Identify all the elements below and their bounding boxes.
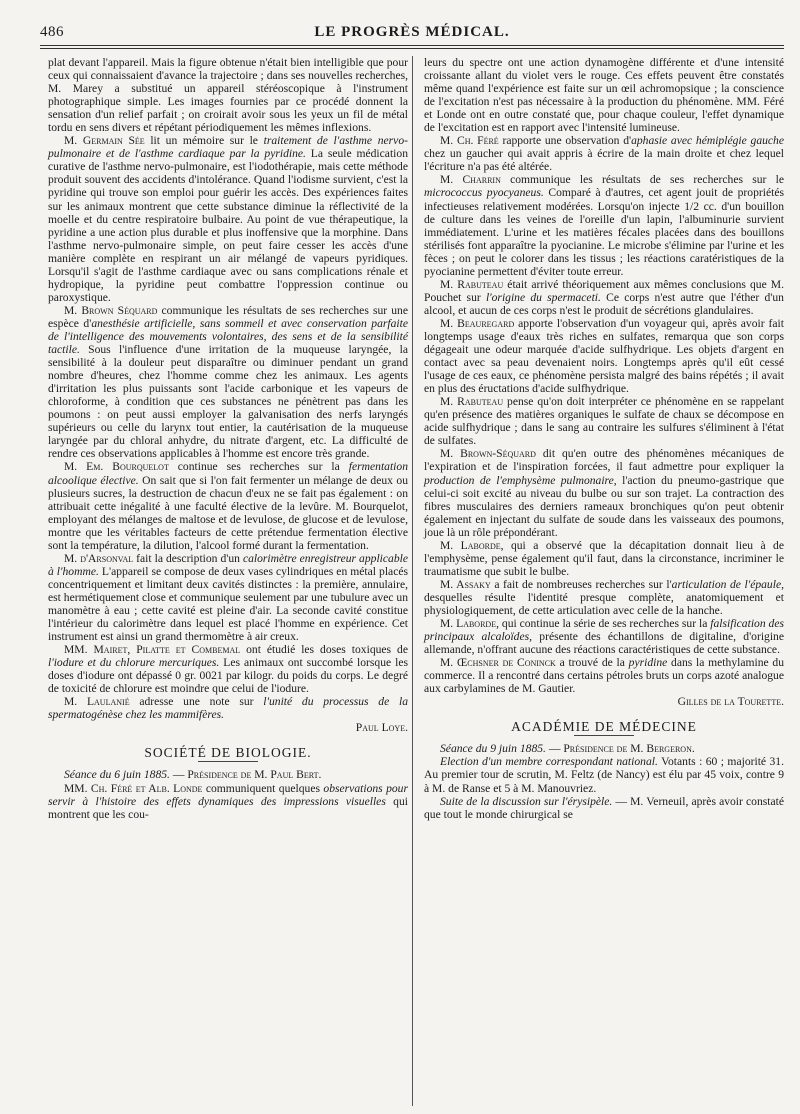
text: adresse une note sur (129, 695, 264, 709)
session-president: — Présidence de M. Paul Bert. (169, 768, 322, 782)
topic-title: calorimètre enregistreur applicable à l'homme. (48, 551, 408, 578)
text: chez un gaucher qui avait appris à écrire de la main droite et chez lequel l'écriture n'a pas été altérée. (424, 147, 784, 174)
text: On sait que si l'on fait fermenter un mélange de deux ou plusieurs sucres, la destruction de chacun d'eux ne se fait pas également : on attribuait cette inégalité à une faculté élective de la levûre. M. Bourquelot, employant des mélanges de maltose et de levulose, de glucose et de levulose, montre que les véritables facteurs de cette prétendue fermentation élective sont la température, la dilution, l'alcool formé durant la fermentation. (48, 473, 408, 552)
right-column (424, 56, 784, 821)
author-name: MM. Ch. Féré et Alb. Londe (64, 781, 203, 795)
header-rule-2 (40, 48, 784, 49)
topic-title: aphasie avec hémiplégie gauche (631, 134, 784, 148)
topic-title: falsification des principaux alcaloïdes, (424, 617, 785, 644)
author-name: M. Laborde (440, 617, 497, 631)
text: Comparé à d'autres, cet agent jouit de propriétés infectieuses relativement modérées. Lorsqu'on injecte 1/2 cc. d'un bouillon de culture dans les veines de l'oreille d'un lapin, l'albuminurie survient immédiatement. L'urine et les matières fécales placées dans des bouillons stérilisés font apparaître la pyocianine. Le microbe s'élimine par l'urine et les fèces ; on peut le colorer dans les tissus ; les réactions caratéristiques de la pyocianine permettent d'éviter toute erreur. (424, 186, 784, 278)
author-name: M. Germain Sée (64, 134, 145, 148)
author-name: M. Rabuteau (440, 277, 504, 291)
author-name: M. Charrin (440, 173, 501, 187)
session-president: — Présidence de M. Bergeron. (545, 742, 695, 756)
paragraph (424, 617, 784, 656)
topic-title: micrococcus pyocyaneus. (424, 186, 544, 200)
text: présente des échantillons de digitaline, d'origine allemande, n'offrant aucune des réactions caractéristiques de cette substance. (424, 630, 784, 657)
paragraph (424, 578, 784, 617)
text: — M. Verneuil, après avoir constaté que tout le monde chirurgical se (424, 794, 784, 821)
author-name: MM. Mairet, Pilatte et Combemal (64, 643, 241, 657)
section-title: ACADÉMIE DE MÉDECINE (511, 719, 697, 735)
paragraph (48, 782, 408, 821)
paragraph (424, 134, 784, 173)
paragraph: leurs du spectre ont une action dynamogène différente et d'une intensité croissante allant du violet vers le rouge. Ces effets peuvent être constatés même quand l'expérience est faite sur un œil achromopsique ; la conscience de l'excitation n'est pas nécessaire à la production du phénomène. MM. Féré et Londe ont en outre constaté que, pour chaque couleur, l'effet dynamique de l'excitation est en rapport avec l'intensité lumineuse. (424, 56, 784, 135)
author-name: M. Brown Séquard (64, 303, 158, 317)
paragraph (424, 447, 784, 538)
paragraph (424, 656, 784, 708)
text: ont étudié les doses toxiques de (240, 643, 408, 657)
topic-title: fermentation alcoolique élective. (48, 460, 408, 487)
page-header (40, 24, 784, 44)
section-rule (198, 761, 258, 762)
paragraph (48, 552, 408, 643)
paragraph (48, 643, 408, 695)
topic-title: Suite de la discussion sur l'érysipèle. (440, 794, 613, 808)
text: communique les résultats de ses recherches sur une espèce d' (48, 303, 408, 330)
session-line (424, 742, 784, 755)
page-number: 486 (40, 24, 64, 40)
text: La seule médication curative de l'asthme nervo-pulmonaire, est l'iodothérapie, mais cette méthode produit souvent des accidents d'intolérance. Quand l'iodisme survient, c'est la pyridine qui trouve son emploi pour guérir les accès. Des expériences faites sur les animaux montrent que cette substance diminue la réflectivité de la moelle et du centre respiratoire bulbaire. Au point de vue thérapeutique, la pyridine a une action plus durable et plus inoffensive que la morphine. Dans l'asthme nervo-pulmonaire simple, on peut faire cesser les accès d'une manière complète en respirant un air mélangé de vapeurs pyridiques. Lorsqu'il s'agit de l'asthme cardiaque avec ou sans complications rénale et hydropique, la pyridine peut combattre l'oppression continue ou paroxystique. (48, 147, 408, 304)
session-date: Séance du 9 juin 1885. (440, 742, 546, 756)
column-divider (412, 56, 413, 1106)
paragraph (424, 395, 784, 447)
topic-title: l'iodure et du chlorure mercuriques. (48, 656, 220, 670)
text: continue ses recherches sur la (168, 460, 349, 474)
text: a trouvé de la (555, 656, 629, 670)
topic-title: l'unité du processus de la spermatogénèse chez les mammifères. (48, 695, 408, 722)
topic-title: Election d'un membre correspondant national. (440, 755, 658, 769)
topic-title: traitement de l'asthme nervo-pulmonaire et de l'asthme cardiaque par la pyridine. (48, 134, 408, 161)
text: communiquent quelques (202, 781, 324, 795)
text: l'action du pneumo-gastrique que celui-ci soit excité au niveau du bulbe ou sur son trajet. La contraction des fibres musculaires des derniers rameaux bronchiques qu'on peut obtenir également en injectant du sulfate de soude dans les vaisseaux des poumons, joue là un rôle prépondérant. (424, 473, 784, 539)
text: Votants : 60 ; majorité 31. Au premier tour de scrutin, M. Feltz (de Nancy) est élu par 45 voix, contre 9 à M. de Ranse et 5 à M. Manouvriez. (424, 755, 784, 795)
text: a fait de nombreuses recherches sur l' (490, 577, 672, 591)
text: rapporte une observation d' (498, 134, 632, 148)
author-name: M. Laborde (440, 538, 501, 552)
text: apporte l'observation d'un voyageur qui, après avoir fait longtemps usage d'eaux très riches en sulfates, remarqua que son corps dégageait une odeur marquée d'acide sulfhydrique. Les objets d'argent en contact avec sa peau devenaient noirs. Longtemps après qu'il eût cessé l'usage de ces eaux, ce phénomène persista malgré des bains répétés ; il avait en plus des éructations d'acide sulfhydrique. (424, 316, 784, 396)
text: fait la description d'un (133, 551, 243, 565)
text: dans la methylamine du commerce. Il a rencontré dans certains pétroles bruts un corps azoté analogue aux carbylamines de M. Gautier. (424, 656, 785, 696)
text: Les animaux ont succombé lorsque les doses d'iodure ont dépassé 0 gr. 0021 par kilogr. du poids du corps. Le degré de toxicité de chlorure est moindre que celui de l'iodure. (48, 656, 408, 696)
topic-title: anesthésie artificielle, sans sommeil et avec conservation parfaite de l'intelligence des mouvements volontaires, des sens et de la sensibilité tactile. (48, 316, 408, 357)
author-name: M. Brown-Séquard (440, 447, 536, 461)
paragraph (48, 695, 408, 734)
author-name: M. Rabuteau (440, 395, 504, 409)
paragraph: plat devant l'appareil. Mais la figure obtenue n'était bien intelligible que pour ceux qui connaissaient d'avance la trajectoire ; dans ses nouvelles recherches, M. Marey a substitué un appareil stéréoscopique à l'instrument photographique simple. Les images fournies par ce procédé donnent la sensation d'un relief parfait ; on croirait avoir sous les yeux un fil de métal tordu en sens divers et répétant périodiquement les mêmes inflexions. (48, 56, 408, 135)
paragraph (424, 755, 784, 794)
topic-title: articulation de l'épaule, (671, 577, 784, 591)
topic-title: pyridine (628, 656, 668, 670)
author-name: M. d'Arsonval (64, 551, 134, 565)
left-column (48, 56, 408, 821)
author-name: M. Laulanié (64, 695, 130, 709)
session-line (48, 768, 408, 781)
text: , qui a observé que la décapitation donnait lieu à de l'emphysème, pense également qu'il faut, dans la circonstance, incriminer le traumatisme que subit le bulbe. (424, 538, 784, 578)
text: pense qu'on doit interpréter ce phénomène en se rappelant qu'en présence des matières organiques le sulfate de chaux se décompose en acide sulfhydrique ; dans le sang au contraire les sulfures s'éliminent à l'état de sulfates. (424, 395, 784, 448)
section-rule (574, 735, 634, 736)
signature: Paul Loye. (355, 721, 408, 735)
section-title: SOCIÉTÉ DE BIOLOGIE. (144, 745, 312, 761)
paragraph (424, 317, 784, 395)
signature: Gilles de la Tourette. (677, 695, 784, 709)
text: qui montrent que les cou- (48, 794, 408, 821)
paragraph (424, 539, 784, 578)
author-name: M. Em. Bourquelot (64, 460, 169, 474)
header-rule (40, 45, 784, 46)
text: desquelles résulte l'identité presque complète, anatomiquement et physiologiquement, de cette articulation avec celle de la hanche. (424, 590, 784, 617)
paragraph (424, 173, 784, 277)
paragraph (48, 134, 408, 304)
text: lit un mémoire sur le (144, 134, 264, 148)
text: Sous l'influence d'une irritation de la muqueuse laryngée, la sensibilité à la douleur peut disparaître ou diminuer pendant un grand nombre d'heures, chez l'homme comme chez les animaux. Les agents d'irritation les plus puissants sont l'acide carbonique et les vapeurs de chloroforme, à condition que ces substances ne pénètrent pas dans les poumons : on peut aussi employer la galvanisation des nerfs laryngés supérieurs ou celle du larynx tout entier, la cautérisation de la muqueuse laryngée par du chloral anhydre, du nitrate d'argent, etc. La difficulté de rendre ces observations applicables à l'homme est encore très grande. (48, 343, 408, 461)
topic-title: production de l'emphysème pulmonaire, (424, 473, 617, 487)
journal-title: LE PROGRÈS MÉDICAL. (314, 24, 510, 40)
text: L'appareil se compose de deux vases cylindriques en métal placés concentriquement et limitant deux cavités distinctes : la première, annulaire, est hermétiquement close et communique seulement par une tubulure avec un manomètre à eau ; cette cavité est pleine d'air. La seconde cavité constitue l'intérieur du calorimètre dans lequel est placé l'homme en expérience. Cet instrument est ainsi un grand thermomètre à air creux. (48, 564, 408, 644)
author-name: M. Assaky (440, 577, 491, 591)
text: communique les résultats de ses recherches sur le (500, 173, 784, 187)
text: était arrivé théoriquement aux mêmes conclusions que M. Pouchet sur (424, 277, 785, 304)
author-name: M. Beauregard (440, 316, 515, 330)
paragraph (48, 460, 408, 551)
text: Ce corps n'est autre que l'éther d'un alcool, et aucun de ces corps n'est le produit de sécrétions glandulaires. (424, 290, 784, 317)
text: , qui continue la série de ses recherches sur la (496, 617, 711, 631)
topic-title: l'origine du spermaceti. (485, 290, 601, 304)
paragraph (48, 304, 408, 461)
author-name: M. Ch. Féré (440, 134, 499, 148)
topic-title: observations pour servir à l'histoire des effets dynamiques des impressions visuelles (48, 781, 408, 808)
author-name: M. Œchsner de Coninck (440, 656, 556, 670)
paragraph (424, 278, 784, 317)
session-date: Séance du 6 juin 1885. (64, 768, 170, 782)
paragraph (424, 795, 784, 821)
text: dit qu'en outre des phénomènes mécaniques de l'expiration et de l'inspiration forcées, il faut admettre pour expliquer la (424, 447, 785, 474)
